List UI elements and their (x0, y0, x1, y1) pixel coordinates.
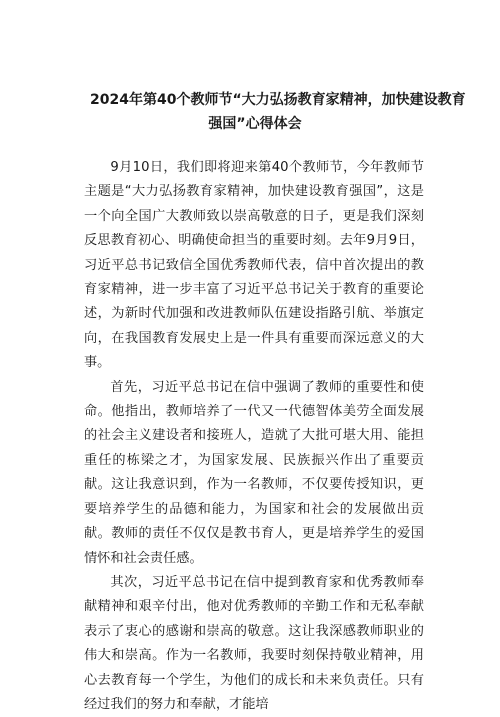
document-body (84, 156, 424, 717)
title-line-2: 强国”心得体会 (208, 116, 302, 132)
title-line-1: 2024年第40个教师节“大力弘扬教育家精神，加快建设教育 (90, 92, 466, 108)
paragraph-2: 首先，习近平总书记在信中强调了教师的重要性和使命。他指出，教师培养了一代又一代德智体美劳全面发展的社会主义建设者和接班人，造就了大批可堪大用、能担重任的栋梁之才，为国家发展、民族振兴作出了重要贡献。这让我意识到，作为一名教师，不仅要传授知识，更要培养学生的品德和能力，为国家和社会的发展做出贡献。教师的责任不仅仅是教书育人，更是培养学生的爱国情怀和社会责任感。 (84, 379, 424, 566)
paragraph-1: 9月10日，我们即将迎来第40个教师节，今年教师节主题是“大力弘扬教育家精神，加快建设教育强国”，这是一个向全国广大教师致以崇高敬意的日子，更是我们深刻反思教育初心、明确使命担当的重要时刻。去年9月9日，习近平总书记致信全国优秀教师代表，信中首次提出的教育家精神，进一步丰富了习近平总书记关于教育的重要论述，为新时代加强和改进教师队伍建设指路引航、举旗定向，在我国教育发展史上是一件具有重要而深远意义的大事。 (84, 160, 424, 371)
paragraph-3: 其次，习近平总书记在信中提到教育家和优秀教师奉献精神和艰辛付出，他对优秀教师的辛勤工作和无私奉献表示了衷心的感谢和崇高的敬意。这让我深感教师职业的伟大和崇高。作为一名教师，我要时刻保持敬业精神，用心去教育每一个学生，为他们的成长和未来负责任。只有经过我们的努力和奉献，才能培 (84, 574, 424, 712)
document-title (90, 88, 466, 136)
